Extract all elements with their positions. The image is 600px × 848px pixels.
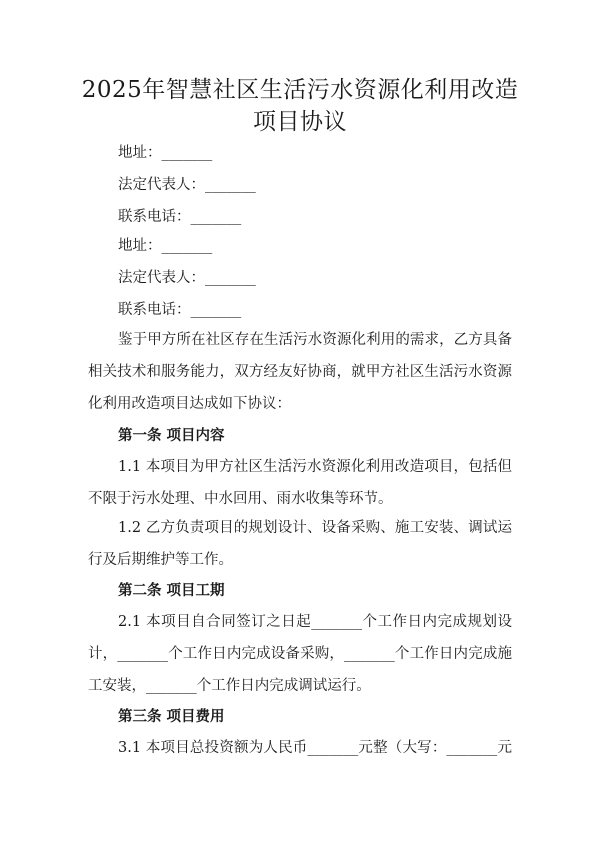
preamble-line-2: 相关技术和服务能力，双方经友好协商，就甲方社区生活污水资源 bbox=[88, 364, 512, 380]
clause-1-1-line-1: 1.1 本项目为甲方社区生活污水资源化利用改造项目，包括但 bbox=[118, 459, 512, 475]
article-3-heading: 第三条 项目费用 bbox=[118, 708, 225, 725]
preamble-line-3: 化利用改造项目达成如下协议： bbox=[88, 396, 291, 412]
party-a-phone: 联系电话：_______ bbox=[118, 209, 242, 225]
party-b-representative: 法定代表人：_______ bbox=[118, 270, 256, 286]
clause-2-1-line-1: 2.1 本项目自合同签订之日起_______个工作日内完成规划设 bbox=[118, 614, 512, 630]
party-b-address: 地址：_______ bbox=[118, 238, 213, 254]
clause-1-2-line-1: 1.2 乙方负责项目的规划设计、设备采购、施工安装、调试运 bbox=[118, 520, 512, 536]
article-1-heading: 第一条 项目内容 bbox=[118, 427, 225, 444]
party-a-representative: 法定代表人：_______ bbox=[118, 177, 256, 193]
article-2-heading: 第二条 项目工期 bbox=[118, 582, 225, 599]
clause-1-2-line-2: 行及后期维护等工作。 bbox=[88, 552, 233, 568]
clause-3-1-line-1: 3.1 本项目总投资额为人民币_______元整（大写：_______元 bbox=[118, 740, 512, 756]
clause-2-1-line-3: 工安装，_______个工作日内完成调试运行。 bbox=[88, 678, 371, 694]
party-a-address: 地址：_______ bbox=[118, 145, 213, 161]
clause-1-1-line-2: 不限于污水处理、中水回用、雨水收集等环节。 bbox=[88, 491, 393, 507]
document-title-line-1: 2025年智慧社区生活污水资源化利用改造 bbox=[81, 77, 519, 103]
party-b-phone: 联系电话：_______ bbox=[118, 302, 242, 318]
document-title-line-2: 项目协议 bbox=[253, 109, 347, 135]
clause-2-1-line-2: 计，_______个工作日内完成设备采购，_______个工作日内完成施 bbox=[88, 646, 512, 662]
preamble-line-1: 鉴于甲方所在社区存在生活污水资源化利用的需求，乙方具备 bbox=[118, 332, 512, 348]
